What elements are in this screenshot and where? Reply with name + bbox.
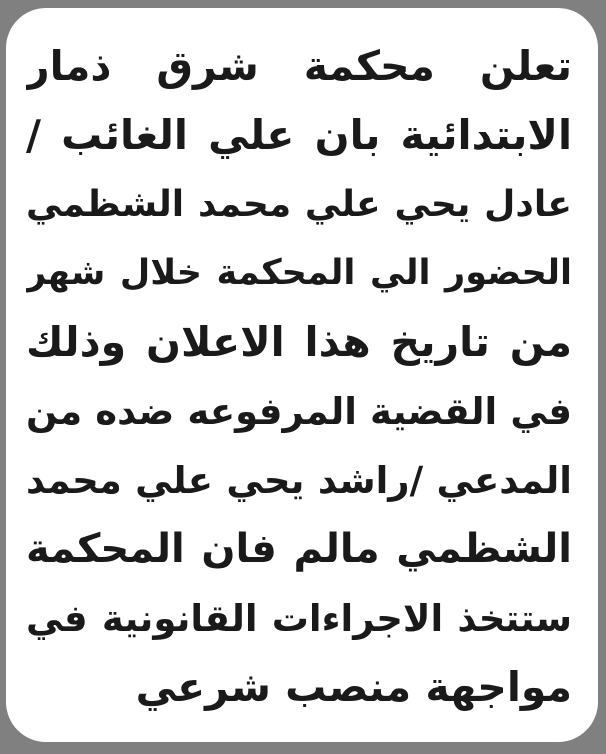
notice-line-7: المدعي /راشد يحي علي محمد xyxy=(26,459,572,502)
notice-line-3: عادل يحي علي محمد الشظمي xyxy=(26,184,572,225)
notice-text xyxy=(26,32,572,722)
notice-card xyxy=(6,8,598,742)
notice-line-8: الشظمي مالم فان المحكمة xyxy=(26,526,572,572)
notice-line-5: من تاريخ هذا الاعلان وذلك xyxy=(26,318,572,366)
notice-line-4: الحضور الي المحكمة خلال شهر xyxy=(26,253,572,293)
notice-line-1: تعلن محكمة شرق ذمار xyxy=(26,42,572,90)
notice-line-9: ستتخذ الاجراءات القانونية في xyxy=(26,597,572,640)
notice-line-2: الابتدائية بان علي الغائب / xyxy=(26,111,572,159)
notice-line-10: مواجهة منصب شرعي xyxy=(135,663,572,711)
notice-line-6: في القضية المرفوعه ضده من xyxy=(26,390,572,433)
